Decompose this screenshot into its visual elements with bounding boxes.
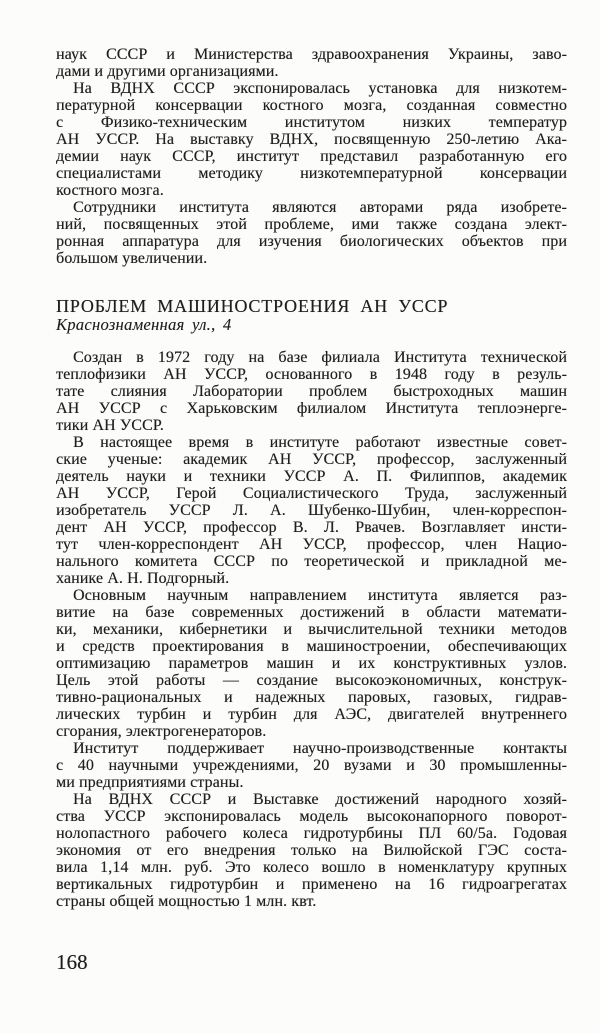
section-paragraphs: [56, 349, 567, 910]
text-line: нолопастного рабочего колеса гидротурбины ПЛ 60/5а. Годовая: [56, 825, 567, 842]
page-number: 168: [56, 950, 88, 974]
paragraph: [56, 80, 567, 199]
text-line: Институт поддерживает научно-производственные контакты: [73, 740, 567, 757]
text-line: дами и другими организациями.: [56, 63, 279, 80]
text-line: ханике А. Н. Подгорный.: [56, 570, 230, 587]
text-line: пературной консервации костного мозга, созданная совместно: [56, 97, 567, 114]
text-line: тики АН УССР.: [56, 417, 164, 434]
paragraph: [56, 740, 567, 791]
text-line: костного мозга.: [56, 182, 164, 199]
text-line: теплофизики АН УССР, основанного в 1948 году в резуль-: [56, 366, 567, 383]
section-heading: ПРОБЛЕМ МАШИНОСТРОЕНИЯ АН УССР: [56, 296, 449, 316]
text-line: демии наук СССР, институт представил разработанную его: [56, 148, 567, 165]
paragraph: [56, 46, 567, 80]
text-line: сгорания, электрогенераторов.: [56, 723, 267, 740]
text-line: нального комитета СССР по теоретической и прикладной ме-: [56, 553, 567, 570]
section-address: Краснознаменная ул., 4: [56, 315, 232, 334]
text-line: ства УССР экспонировалась модель высоконапорного поворот-: [56, 808, 567, 825]
text-line: с Физико-техническим институтом низких температур: [56, 114, 567, 131]
text-line: ронная аппаратура для изучения биологических объектов при: [56, 233, 567, 250]
text-line: тут член-корреспондент АН УССР, профессор, член Нацио-: [56, 536, 567, 553]
text-line: ские ученые: академик АН УССР, профессор, заслуженный: [56, 451, 567, 468]
text-column: [56, 46, 567, 910]
text-line: с 40 научными учреждениями, 20 вузами и 30 промышленны-: [56, 757, 567, 774]
intro-paragraphs: [56, 46, 567, 267]
text-line: ний, посвященных этой проблеме, ими также создана элект-: [56, 216, 567, 233]
text-line: большом увеличении.: [56, 250, 208, 267]
text-line: тате слияния Лаборатории проблем быстроходных машин: [56, 383, 567, 400]
text-line: и средств проектирования в машиностроении, обеспечивающих: [56, 638, 567, 655]
text-line: Цель этой работы — создание высокоэкономичных, конструк-: [56, 672, 567, 689]
text-line: витие на базе современных достижений в области математи-: [56, 604, 567, 621]
text-line: АН УССР, Герой Социалистического Труда, заслуженный: [56, 485, 567, 502]
text-line: ми предприятиями страны.: [56, 774, 244, 791]
text-line: Основным научным направлением института является раз-: [73, 587, 567, 604]
text-line: изобретатель УССР Л. А. Шубенко-Шубин, член-корреспон-: [56, 502, 567, 519]
text-line: ки, механики, кибернетики и вычислительной техники методов: [56, 621, 567, 638]
text-line: оптимизацию параметров машин и их конструктивных узлов.: [56, 655, 567, 672]
text-line: специалистами методику низкотемпературной консервации: [56, 165, 567, 182]
paragraph: [56, 791, 567, 910]
text-line: тивно-рациональных и надежных паровых, газовых, гидрав-: [56, 689, 567, 706]
text-line: экономия от его внедрения только на Вилюйской ГЭС соста-: [56, 842, 567, 859]
text-line: вертикальных гидротурбин и применено на 16 гидроагрегатах: [56, 876, 567, 893]
text-line: Сотрудники института являются авторами ряда изобрете-: [73, 199, 567, 216]
text-line: На ВДНХ СССР экспонировалась установка для низкотем-: [73, 80, 567, 97]
paragraph: [56, 587, 567, 740]
paragraph: [56, 349, 567, 434]
text-line: вила 1,14 млн. руб. Это колесо вошло в номенклатуру крупных: [56, 859, 567, 876]
text-line: наук СССР и Министерства здравоохранения Украины, заво-: [56, 46, 567, 63]
text-line: АН УССР с Харьковским филиалом Института теплоэнерге-: [56, 400, 567, 417]
text-line: На ВДНХ СССР и Выставке достижений народного хозяй-: [73, 791, 567, 808]
text-line: лических турбин и турбин для АЭС, двигателей внутреннего: [56, 706, 567, 723]
text-line: Создан в 1972 году на базе филиала Института технической: [73, 349, 567, 366]
text-line: АН УССР. На выставку ВДНХ, посвященную 250-летию Ака-: [56, 131, 567, 148]
paragraph: [56, 199, 567, 267]
text-line: В настоящее время в институте работают известные совет-: [73, 434, 567, 451]
paragraph: [56, 434, 567, 587]
text-line: дент АН УССР, профессор В. Л. Рвачев. Возглавляет инсти-: [56, 519, 567, 536]
text-line: деятель науки и техники УССР А. П. Филиппов, академик: [56, 468, 567, 485]
text-line: страны общей мощностью 1 млн. квт.: [56, 893, 317, 910]
